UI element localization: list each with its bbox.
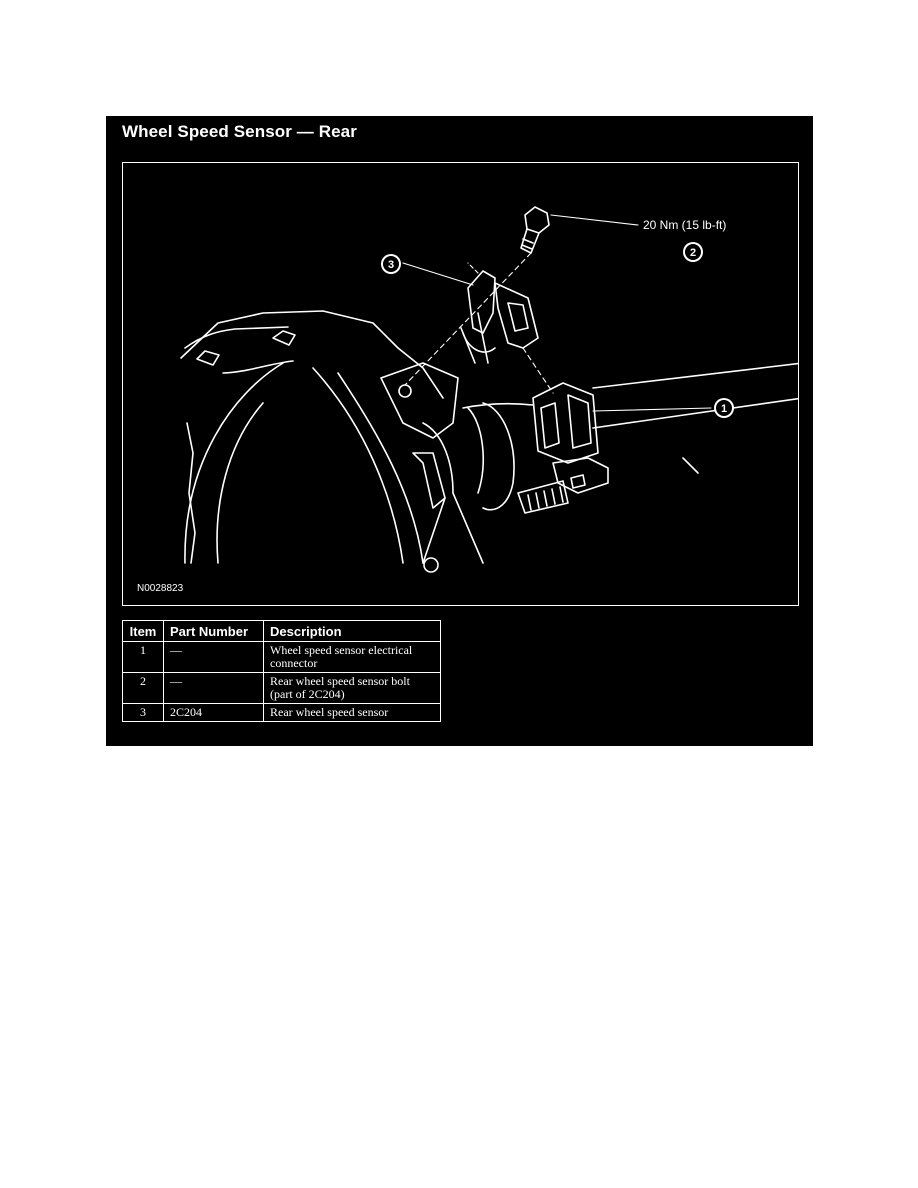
callout-3	[381, 254, 401, 274]
header-item: Item	[123, 621, 164, 642]
sensor-bolt	[525, 207, 549, 233]
row-part-number: —	[164, 642, 264, 673]
row-item: 2	[123, 673, 164, 704]
table-row	[123, 704, 441, 722]
table-row	[123, 642, 441, 673]
row-item: 1	[123, 642, 164, 673]
row-description: Wheel speed sensor electrical connector	[264, 642, 441, 673]
row-description: Rear wheel speed sensor	[264, 704, 441, 722]
sensor-mount-boss	[381, 363, 458, 438]
header-description: Description	[264, 621, 441, 642]
leader-line-3	[403, 263, 473, 285]
callout-2	[683, 242, 703, 262]
header-part-number: Part Number	[164, 621, 264, 642]
table-header-row	[123, 621, 441, 642]
illustration-frame	[122, 162, 799, 606]
speed-sensor	[468, 271, 495, 333]
row-part-number: —	[164, 673, 264, 704]
parts-table	[122, 620, 441, 722]
sensor-illustration	[123, 163, 798, 605]
row-part-number: 2C204	[164, 704, 264, 722]
callout-2-number: 2	[689, 247, 697, 259]
leader-line-1	[593, 408, 711, 411]
callout-1-number: 1	[720, 403, 728, 415]
row-description: Rear wheel speed sensor bolt (part of 2C204)	[264, 673, 441, 704]
table-row	[123, 673, 441, 704]
torque-spec-label: 20 Nm (15 lb-ft)	[643, 218, 727, 232]
differential-cover	[185, 363, 283, 563]
figure-id: N0028823	[137, 583, 184, 594]
callout-3-number: 3	[387, 259, 395, 271]
figure-title: Wheel Speed Sensor — Rear	[122, 122, 357, 141]
leader-line-2	[551, 215, 638, 225]
axle-tube-top	[463, 404, 533, 408]
diagram-panel	[106, 116, 813, 746]
row-item: 3	[123, 704, 164, 722]
callout-1	[714, 398, 734, 418]
